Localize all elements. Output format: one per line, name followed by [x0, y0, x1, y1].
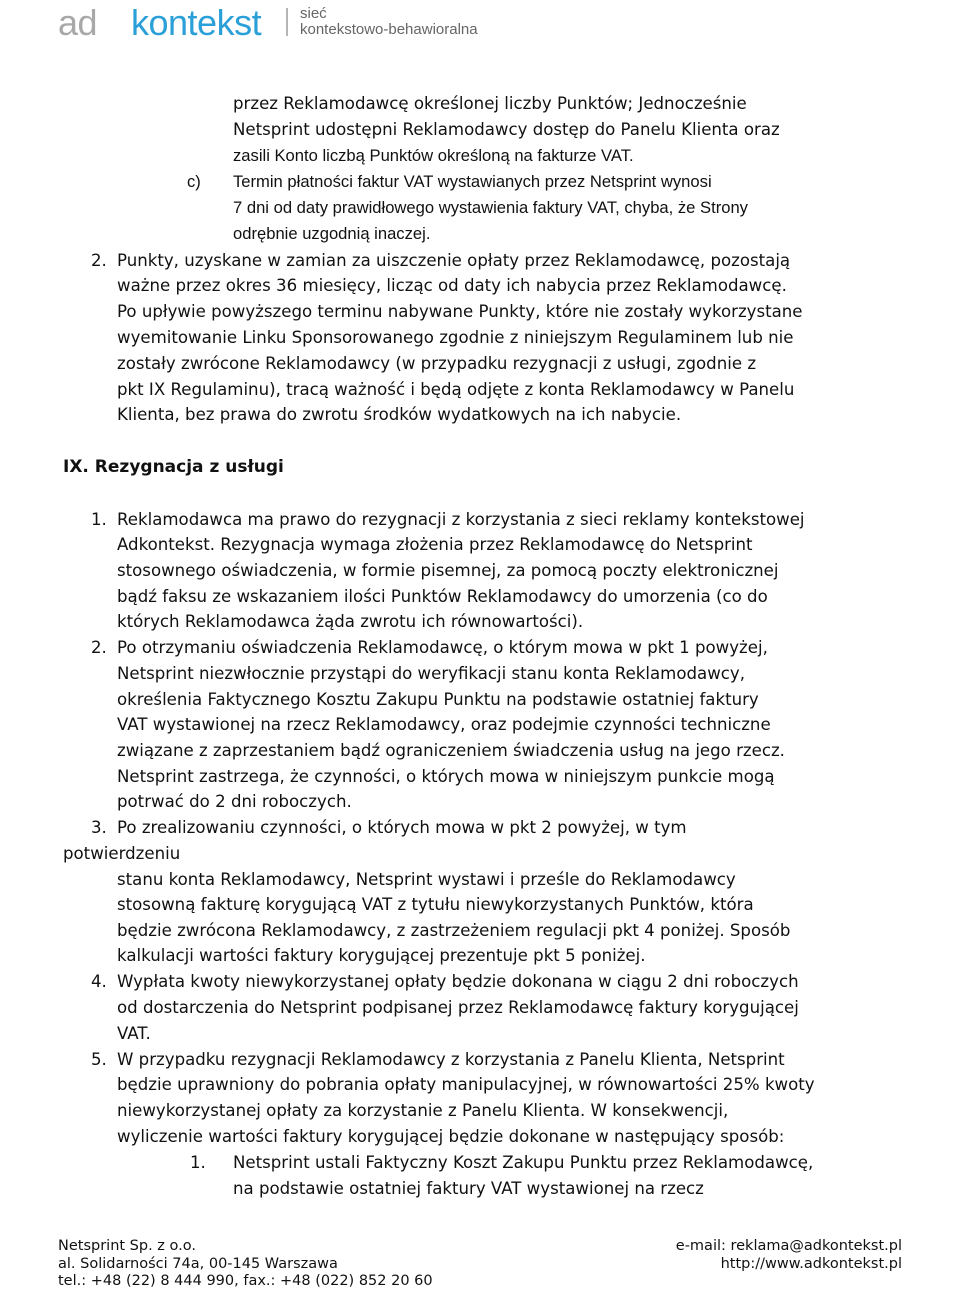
list-item-line: których Reklamodawca żąda zwrotu ich równowartości).	[117, 612, 584, 631]
point-2-number: 2.	[91, 251, 107, 270]
item-c-line: Termin płatności faktur VAT wystawianych przez Netsprint wynosi	[233, 172, 712, 191]
logo-kontekst-text: kontekst	[131, 2, 262, 43]
logo-tagline-2: kontekstowo-behawioralna	[300, 21, 478, 38]
item-c-line: 7 dni od daty prawidłowego wystawienia faktury VAT, chyba, że Strony	[233, 198, 748, 217]
point-2-line: Po upływie powyższego terminu nabywane Punkty, które nie zostały wykorzystane	[117, 302, 803, 321]
list-item-line: VAT wystawionej na rzecz Reklamodawcy, oraz podejmie czynności techniczne	[117, 715, 771, 734]
list-item-line: kalkulacji wartości faktury korygującej prezentuje pkt 5 poniżej.	[117, 946, 646, 965]
list-item-line: potwierdzeniu	[63, 844, 181, 863]
item-b-line: Netsprint udostępni Reklamodawcy dostęp do Panelu Klienta oraz	[233, 120, 780, 139]
footer-email[interactable]: e-mail: reklama@adkontekst.pl	[675, 1238, 902, 1254]
sub-item-line: Netsprint ustali Faktyczny Koszt Zakupu Punktu przez Reklamodawcę,	[233, 1153, 814, 1172]
point-2-line: zostały zwrócone Reklamodawcy (w przypadku rezygnacji z usługi, zgodnie z	[117, 354, 757, 373]
list-item-line: Wypłata kwoty niewykorzystanej opłaty będzie dokonana w ciągu 2 dni roboczych	[117, 972, 799, 991]
list-item-line: od dostarczenia do Netsprint podpisanej przez Reklamodawcę faktury korygującej	[117, 998, 799, 1017]
list-item-number: 1.	[91, 510, 107, 529]
logo-ad-text: ad	[58, 2, 98, 43]
list-item-line: określenia Faktycznego Kosztu Zakupu Punktu na podstawie ostatniej faktury	[117, 690, 759, 709]
footer-website-link[interactable]: http://www.adkontekst.pl	[720, 1256, 902, 1272]
list-item-line: Adkontekst. Rezygnacja wymaga złożenia przez Reklamodawcę do Netsprint	[117, 535, 753, 554]
point-2-line: pkt IX Regulaminu), tracą ważność i będą odjęte z konta Reklamodawcy w Panelu	[117, 380, 795, 399]
item-b-line: przez Reklamodawcę określonej liczby Punktów; Jednocześnie	[233, 94, 747, 113]
list-item-line: stanu konta Reklamodawcy, Netsprint wystawi i prześle do Reklamodawcy	[117, 870, 736, 889]
list-item-number: 2.	[91, 638, 107, 657]
point-2-line: Punkty, uzyskane w zamian za uiszczenie opłaty przez Reklamodawcę, pozostają	[117, 251, 791, 270]
point-2-line: Klienta, bez prawa do zwrotu środków wydatkowych na ich nabycie.	[117, 405, 682, 424]
list-item-line: stosowną fakturę korygującą VAT z tytułu niewykorzystanych Punktów, która	[117, 895, 754, 914]
section-heading: IX. Rezygnacja z usługi	[63, 457, 284, 477]
footer-company: Netsprint Sp. z o.o.	[58, 1238, 196, 1254]
list-item-number: 5.	[91, 1050, 107, 1069]
footer-phone: tel.: +48 (22) 8 444 990, fax.: +48 (022) 852 20 60	[58, 1273, 433, 1289]
header-logo	[58, 2, 558, 42]
list-item-line: potrwać do 2 dni roboczych.	[117, 792, 352, 811]
logo-tagline-1: sieć	[300, 5, 327, 22]
item-c-marker: c)	[187, 172, 201, 191]
list-item-line: Reklamodawca ma prawo do rezygnacji z korzystania z sieci reklamy kontekstowej	[117, 510, 805, 529]
list-item-line: związane z zaprzestaniem bądź ograniczeniem świadczenia usług na jego rzecz.	[117, 741, 785, 760]
item-c-line: odrębnie uzgodnią inaczej.	[233, 224, 431, 243]
point-2-line: wyemitowanie Linku Sponsorowanego zgodnie z niniejszym Regulaminem lub nie	[117, 328, 794, 347]
list-item-line: będzie zwrócona Reklamodawcy, z zastrzeżeniem regulacji pkt 4 poniżej. Sposób	[117, 921, 791, 940]
footer-address: al. Solidarności 74a, 00-145 Warszawa	[58, 1256, 338, 1272]
logo-divider	[286, 8, 288, 36]
list-item-line: Po zrealizowaniu czynności, o których mowa w pkt 2 powyżej, w tym	[117, 818, 687, 837]
list-item-number: 3.	[91, 818, 107, 837]
sub-item-number: 1.	[190, 1153, 206, 1172]
list-item-line: Po otrzymaniu oświadczenia Reklamodawcę, o którym mowa w pkt 1 powyżej,	[117, 638, 768, 657]
list-item-line: wyliczenie wartości faktury korygującej będzie dokonane w następujący sposób:	[117, 1127, 785, 1146]
list-item-line: Netsprint zastrzega, że czynności, o których mowa w niniejszym punkcie mogą	[117, 767, 775, 786]
list-item-line: niewykorzystanej opłaty za korzystanie z Panelu Klienta. W konsekwencji,	[117, 1101, 729, 1120]
list-item-line: bądź faksu ze wskazaniem ilości Punktów Reklamodawcy do umorzenia (co do	[117, 587, 768, 606]
list-item-number: 4.	[91, 972, 107, 991]
list-item-line: stosownego oświadczenia, w formie pisemnej, za pomocą poczty elektronicznej	[117, 561, 779, 580]
list-item-line: W przypadku rezygnacji Reklamodawcy z korzystania z Panelu Klienta, Netsprint	[117, 1050, 785, 1069]
item-b-line: zasili Konto liczbą Punktów określoną na fakturze VAT.	[233, 146, 634, 165]
sub-item-line: na podstawie ostatniej faktury VAT wystawionej na rzecz	[233, 1179, 704, 1198]
list-item-line: będzie uprawniony do pobrania opłaty manipulacyjnej, w równowartości 25% kwoty	[117, 1075, 815, 1094]
point-2-line: ważne przez okres 36 miesięcy, licząc od daty ich nabycia przez Reklamodawcę.	[117, 276, 787, 295]
list-item-line: VAT.	[117, 1024, 151, 1043]
list-item-line: Netsprint niezwłocznie przystąpi do weryfikacji stanu konta Reklamodawcy,	[117, 664, 745, 683]
